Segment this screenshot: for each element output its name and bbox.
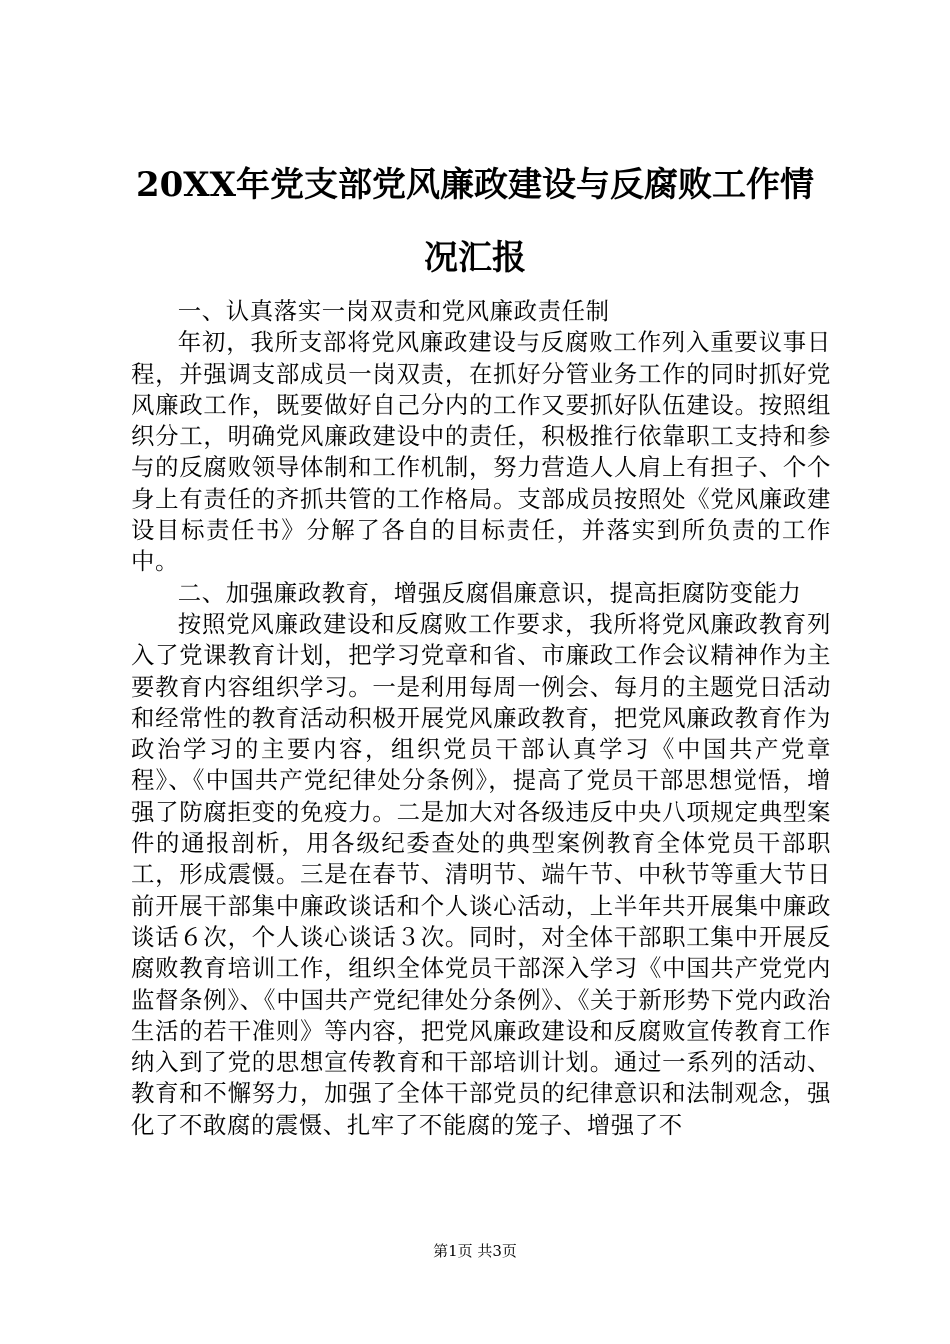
document-title-line-2: 况汇报 [424, 238, 526, 278]
body-paragraph-1: 年初，我所支部将党风廉政建设与反腐败工作列入重要议事日程，并强调支部成员一岗双责，在抓好分管业务工作的同时抓好党风廉政工作，既要做好自己分内的工作又要抓好队伍建设。按照组织分工，明确党风廉政建设中的责任，积极推行依靠职工支持和参与的反腐败领导体制和工作机制，努力营造人人肩上有担子、个个身上有责任的齐抓共管的工作格局。支部成员按照处《党风廉政建设目标责任书》分解了各自的目标责任，并落实到所负责的工作中。 [131, 328, 831, 576]
body-paragraph-2: 按照党风廉政建设和反腐败工作要求，我所将党风廉政教育列入了党课教育计划，把学习党章和省、市廉政工作会议精神作为主要教育内容组织学习。一是利用每周一例会、每月的主题党日活动和经常性的教育活动积极开展党风廉政教育，把党风廉政教育作为政治学习的主要内容，组织党员干部认真学习《中国共产党章程》、《中国共产党纪律处分条例》，提高了党员干部思想觉悟，增强了防腐拒变的免疫力。二是加大对各级违反中央八项规定典型案件的通报剖析，用各级纪委查处的典型案例教育全体党员干部职工，形成震慑。三是在春节、清明节、端午节、中秋节等重大节日前开展干部集中廉政谈话和个人谈心活动，上半年共开展集中廉政谈话６次，个人谈心谈话３次。同时，对全体干部职工集中开展反腐败教育培训工作，组织全体党员干部深入学习《中国共产党党内监督条例》、《中国共产党纪律处分条例》、《关于新形势下党内政治生活的若干准则》等内容，把党风廉政建设和反腐败宣传教育工作纳入到了党的思想宣传教育和干部培训计划。通过一系列的活动、教育和不懈努力，加强了全体干部党员的纪律意识和法制观念，强化了不敢腐的震慑、扎牢了不能腐的笼子、增强了不 [131, 609, 831, 1139]
document-title-line-1: 20XX年党支部党风廉政建设与反腐败工作情 [135, 165, 815, 205]
document-body [131, 296, 831, 1141]
section-heading-1: 一、认真落实一岗双责和党风廉政责任制 [177, 297, 610, 325]
page-footer: 第1页 共3页 [433, 1242, 517, 1260]
section-heading-2: 二、加强廉政教育，增强反腐倡廉意识，提高拒腐防变能力 [177, 578, 802, 607]
